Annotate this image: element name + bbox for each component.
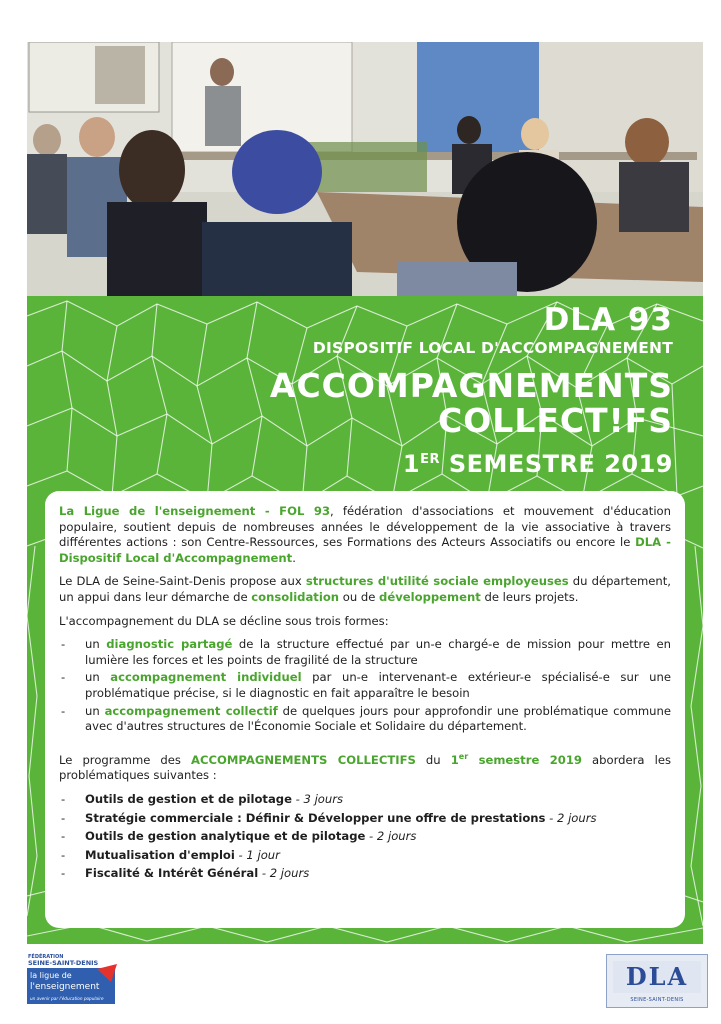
offer-highlight-consolidation: consolidation: [251, 589, 340, 604]
offer-text-e: ou de: [339, 589, 380, 604]
content-card: [45, 491, 685, 928]
fol-line1: la ligue de: [30, 971, 72, 980]
topic-duration: - 3 jours: [291, 791, 344, 806]
fol-top-line2: SEINE-SAINT-DENIS: [28, 959, 99, 967]
topic-duration: - 1 jour: [234, 847, 280, 862]
dla-logo: [606, 954, 708, 1008]
list-item: [59, 670, 671, 701]
programme-semester-sup: er: [458, 751, 469, 761]
topic-duration: - 2 jours: [365, 829, 417, 844]
org-name: La Ligue de l'enseignement - FOL 93: [59, 504, 331, 518]
fol-tagline: un avenir par l'éducation populaire: [30, 996, 104, 1001]
topic-title: Mutualisation d'emploi: [85, 847, 235, 862]
fol-line2: l'enseignement: [30, 982, 100, 992]
topic-title: Outils de gestion analytique et de pilotage: [85, 829, 366, 844]
ligue-enseignement-logo: [27, 952, 119, 1008]
programme-semester-rest: semestre 2019: [468, 752, 582, 767]
topic-duration: - 2 jours: [545, 810, 597, 825]
dla-logo-mark: DLA: [613, 961, 701, 993]
form-post: de quelques jours pour approfondir une problématique commune avec d'autres structures de l'Économie Sociale et Solidaire du département.: [85, 703, 671, 734]
fol-top-line1: FÉDÉRATION: [28, 954, 64, 960]
dla-93-title: DLA 93: [543, 302, 673, 338]
form-pre: un: [85, 637, 107, 652]
programme-text-e: abordera les problématiques suivantes :: [59, 752, 671, 783]
semester-suffix: ER: [420, 452, 440, 467]
topic-title: Outils de gestion et de pilotage: [85, 791, 292, 806]
intro-text-2: .: [292, 550, 296, 565]
list-item: [59, 637, 671, 668]
offer-text-g: de leurs projets.: [480, 589, 579, 604]
programme-highlight: ACCOMPAGNEMENTS COLLECTIFS: [191, 752, 416, 767]
topics-list: [59, 792, 671, 882]
offer-text-c: du département, un appui dans leur démarche de: [59, 574, 671, 604]
offer-paragraph: [59, 574, 671, 605]
semester-title: [403, 450, 673, 478]
form-pre: un: [85, 670, 111, 685]
programme-text-a: Le programme des: [59, 752, 192, 767]
list-item: [59, 848, 671, 864]
offer-highlight-developpement: développement: [379, 589, 481, 604]
list-item: [59, 704, 671, 735]
form-highlight: accompagnement collectif: [104, 703, 278, 718]
semester-number: 1: [402, 450, 421, 478]
dispositif-subtitle: DISPOSITIF LOCAL D'ACCOMPAGNEMENT: [312, 339, 673, 357]
form-post: de la structure effectué par un-e chargé-e de mission pour mettre en lumière les forces et les points de fragilité de la structure: [85, 637, 671, 667]
forms-list: [59, 637, 671, 735]
collective-title-line1: ACCOMPAGNEMENTS: [269, 366, 673, 405]
list-item: [59, 866, 671, 882]
forms-intro: L'accompagnement du DLA se décline sous trois formes:: [59, 613, 389, 628]
offer-highlight-structures: structures d'utilité sociale employeuses: [305, 574, 569, 589]
form-highlight: accompagnement individuel: [110, 670, 302, 685]
form-post: par un-e intervenant-e extérieur-e spécialisé-e sur une problématique précise, si le diagnostic en fait apparaître le besoin: [85, 670, 672, 700]
topic-duration: - 2 jours: [258, 866, 310, 881]
intro-text-1: , fédération d'associations et mouvement d'éducation populaire, soutient depuis de nombreuses années le développement de la vie associative à travers différentes actions : son Centre-Ressources, ses Formations des Acteurs Associatifs ou encore le: [59, 504, 671, 550]
topic-title: Stratégie commerciale : Définir & Développer une offre de prestations: [85, 810, 546, 825]
form-highlight: diagnostic partagé: [106, 637, 233, 652]
intro-paragraph: [59, 504, 671, 566]
programme-semester-num: 1: [450, 752, 459, 767]
programme-paragraph: [59, 749, 671, 784]
semester-text: SEMESTRE 2019: [440, 450, 673, 478]
list-item: [59, 792, 671, 808]
dla-logo-caption: SEINE-SAINT-DENIS: [630, 997, 684, 1003]
programme-text-c: du: [415, 752, 451, 767]
list-item: [59, 811, 671, 827]
form-pre: un: [85, 703, 105, 718]
dla-name: DLA - Dispositif Local d'Accompagnement: [59, 535, 671, 565]
workshop-photo: [27, 42, 703, 296]
collective-title: [270, 368, 673, 438]
list-item: [59, 829, 671, 845]
programme-semester: [451, 753, 582, 767]
collective-title-line2: COLLECT!FS: [438, 401, 673, 440]
topic-title: Fiscalité & Intérêt Général: [85, 866, 259, 881]
offer-text-a: Le DLA de Seine-Saint-Denis propose aux: [59, 574, 306, 589]
